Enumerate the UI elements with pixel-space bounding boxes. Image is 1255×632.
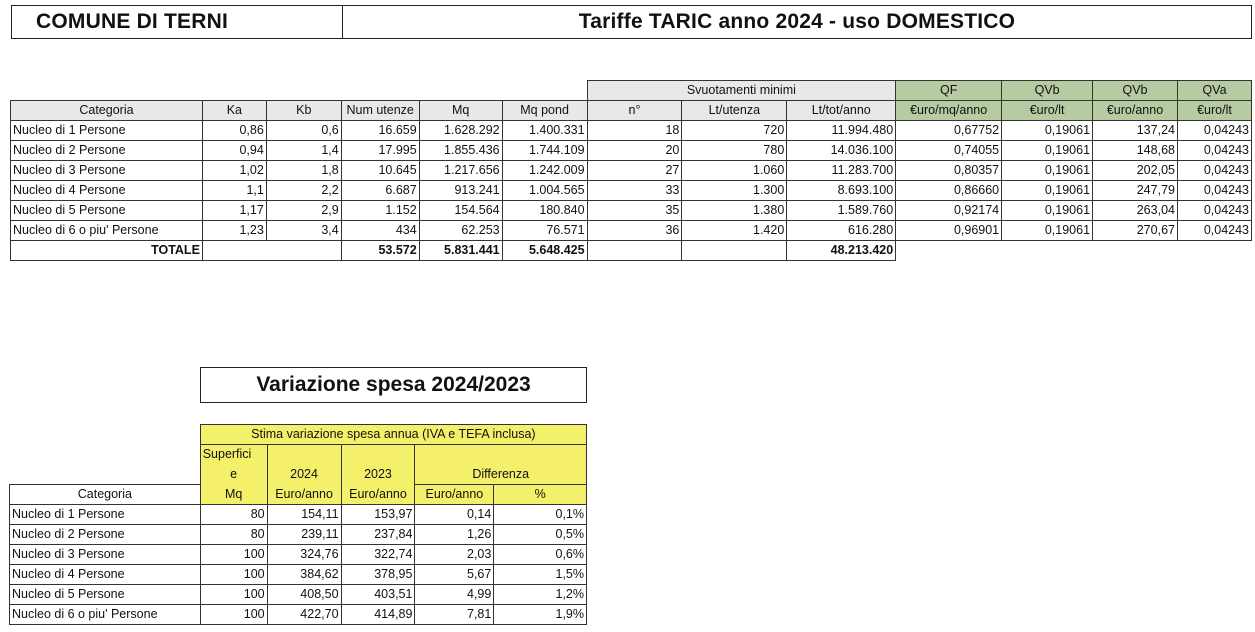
table-cell: 11.283.700	[787, 161, 896, 181]
qva-header: QVa	[1177, 81, 1251, 101]
tariffe-table	[10, 80, 1252, 261]
table-row	[10, 525, 587, 545]
variazione-body	[10, 505, 587, 625]
variazione-table	[9, 424, 587, 625]
table-cell: 1.380	[682, 201, 787, 221]
table-row	[11, 221, 1252, 241]
col-num-utenze: Num utenze	[341, 101, 419, 121]
table-cell: 913.241	[419, 181, 502, 201]
table-cell: 1,8	[266, 161, 341, 181]
table-cell: 14.036.100	[787, 141, 896, 161]
table-cell: 0,86	[202, 121, 266, 141]
table-cell: 10.645	[341, 161, 419, 181]
table-cell: 0,6	[266, 121, 341, 141]
tariffe-header-row-2	[11, 101, 1252, 121]
table-cell: 62.253	[419, 221, 502, 241]
superficie-header-1: Superfici	[200, 445, 267, 465]
table-cell: 100	[200, 605, 267, 625]
variazione-title: Variazione spesa 2024/2023	[256, 373, 531, 396]
tariffe-body	[11, 121, 1252, 241]
table-cell: 1.060	[682, 161, 787, 181]
table-row	[11, 141, 1252, 161]
row-categoria: Nucleo di 4 Persone	[11, 181, 203, 201]
col-qvb-lt-unit: €uro/lt	[1002, 101, 1093, 121]
variazione-header-row-3	[10, 465, 587, 485]
table-cell: 76.571	[502, 221, 587, 241]
table-cell: 378,95	[341, 565, 415, 585]
table-cell: 137,24	[1093, 121, 1178, 141]
row-categoria: Nucleo di 6 o piu' Persone	[10, 605, 201, 625]
table-cell: 0,5%	[494, 525, 587, 545]
table-cell: 1.300	[682, 181, 787, 201]
table-cell: 408,50	[267, 585, 341, 605]
table-cell: 5,67	[415, 565, 494, 585]
table-cell: 434	[341, 221, 419, 241]
col-ka: Ka	[202, 101, 266, 121]
table-cell: 6.687	[341, 181, 419, 201]
variazione-col-categoria: Categoria	[10, 485, 201, 505]
row-categoria: Nucleo di 4 Persone	[10, 565, 201, 585]
table-cell: 18	[587, 121, 682, 141]
tariffe-title-box	[342, 5, 1252, 39]
table-cell: 0,04243	[1177, 161, 1251, 181]
table-cell: 100	[200, 565, 267, 585]
table-cell: 154.564	[419, 201, 502, 221]
variazione-header-row-2	[10, 445, 587, 465]
table-cell: 720	[682, 121, 787, 141]
table-cell: 414,89	[341, 605, 415, 625]
table-cell: 27	[587, 161, 682, 181]
table-cell: 239,11	[267, 525, 341, 545]
qvb-anno-header: QVb	[1093, 81, 1178, 101]
table-cell: 0,1%	[494, 505, 587, 525]
col-qvb-anno-unit: €uro/anno	[1093, 101, 1178, 121]
table-cell: 1,9%	[494, 605, 587, 625]
table-cell: 80	[200, 505, 267, 525]
table-row	[11, 201, 1252, 221]
table-cell: 0,6%	[494, 545, 587, 565]
table-cell: 1.400.331	[502, 121, 587, 141]
table-row	[10, 545, 587, 565]
col-mq: Mq	[419, 101, 502, 121]
table-cell: 422,70	[267, 605, 341, 625]
differenza-header: Differenza	[415, 465, 587, 485]
table-cell: 1.589.760	[787, 201, 896, 221]
table-cell: 20	[587, 141, 682, 161]
svuotamenti-header: Svuotamenti minimi	[587, 81, 896, 101]
variazione-title-box	[200, 367, 587, 403]
table-cell: 154,11	[267, 505, 341, 525]
col-2024-unit: Euro/anno	[267, 485, 341, 505]
variazione-header-row-4	[10, 485, 587, 505]
row-categoria: Nucleo di 2 Persone	[10, 525, 201, 545]
table-cell: 1,26	[415, 525, 494, 545]
year-2023-header: 2023	[341, 465, 415, 485]
table-cell: 0,80357	[896, 161, 1002, 181]
totale-num-utenze: 53.572	[341, 241, 419, 261]
stima-header: Stima variazione spesa annua (IVA e TEFA inclusa)	[200, 425, 586, 445]
totale-mq: 5.831.441	[419, 241, 502, 261]
table-cell: 1,17	[202, 201, 266, 221]
row-categoria: Nucleo di 5 Persone	[10, 585, 201, 605]
qf-header: QF	[896, 81, 1002, 101]
table-cell: 0,19061	[1002, 181, 1093, 201]
row-categoria: Nucleo di 3 Persone	[11, 161, 203, 181]
table-cell: 2,03	[415, 545, 494, 565]
table-cell: 324,76	[267, 545, 341, 565]
row-categoria: Nucleo di 2 Persone	[11, 141, 203, 161]
tariffe-totale-row	[11, 241, 1252, 261]
table-cell: 1.242.009	[502, 161, 587, 181]
comune-title: COMUNE DI TERNI	[36, 10, 228, 33]
totale-lt-tot: 48.213.420	[787, 241, 896, 261]
table-cell: 80	[200, 525, 267, 545]
table-cell: 0,67752	[896, 121, 1002, 141]
table-cell: 36	[587, 221, 682, 241]
table-cell: 2,2	[266, 181, 341, 201]
table-cell: 16.659	[341, 121, 419, 141]
table-cell: 0,74055	[896, 141, 1002, 161]
table-cell: 1,23	[202, 221, 266, 241]
table-cell: 148,68	[1093, 141, 1178, 161]
table-cell: 11.994.480	[787, 121, 896, 141]
table-cell: 0,96901	[896, 221, 1002, 241]
table-row	[10, 605, 587, 625]
table-row	[11, 121, 1252, 141]
table-row	[10, 585, 587, 605]
col-kb: Kb	[266, 101, 341, 121]
table-cell: 4,99	[415, 585, 494, 605]
variazione-header-row-1	[10, 425, 587, 445]
table-row	[11, 181, 1252, 201]
table-cell: 1.855.436	[419, 141, 502, 161]
table-cell: 33	[587, 181, 682, 201]
table-cell: 322,74	[341, 545, 415, 565]
table-cell: 1,2%	[494, 585, 587, 605]
table-cell: 0,86660	[896, 181, 1002, 201]
table-cell: 1,02	[202, 161, 266, 181]
table-cell: 0,04243	[1177, 121, 1251, 141]
table-cell: 0,19061	[1002, 161, 1093, 181]
table-cell: 1.420	[682, 221, 787, 241]
table-cell: 1.004.565	[502, 181, 587, 201]
row-categoria: Nucleo di 6 o piu' Persone	[11, 221, 203, 241]
table-row	[10, 505, 587, 525]
table-cell: 1.217.656	[419, 161, 502, 181]
col-mq-pond: Mq pond	[502, 101, 587, 121]
col-lt-tot-anno: Lt/tot/anno	[787, 101, 896, 121]
table-cell: 0,19061	[1002, 221, 1093, 241]
table-row	[11, 161, 1252, 181]
totale-label: TOTALE	[11, 241, 203, 261]
tariffe-title: Tariffe TARIC anno 2024 - uso DOMESTICO	[578, 10, 1016, 33]
table-cell: 0,04243	[1177, 181, 1251, 201]
table-cell: 1,4	[266, 141, 341, 161]
table-cell: 0,94	[202, 141, 266, 161]
table-cell: 1.628.292	[419, 121, 502, 141]
table-cell: 780	[682, 141, 787, 161]
table-cell: 100	[200, 545, 267, 565]
col-n: n°	[587, 101, 682, 121]
table-cell: 0,04243	[1177, 201, 1251, 221]
totale-mq-pond: 5.648.425	[502, 241, 587, 261]
col-categoria: Categoria	[11, 101, 203, 121]
col-lt-utenza: Lt/utenza	[682, 101, 787, 121]
table-cell: 7,81	[415, 605, 494, 625]
table-cell: 17.995	[341, 141, 419, 161]
table-cell: 2,9	[266, 201, 341, 221]
superficie-header-3: Mq	[200, 485, 267, 505]
table-cell: 180.840	[502, 201, 587, 221]
col-qf-unit: €uro/mq/anno	[896, 101, 1002, 121]
table-cell: 0,19061	[1002, 141, 1093, 161]
table-cell: 270,67	[1093, 221, 1178, 241]
table-cell: 0,19061	[1002, 201, 1093, 221]
table-cell: 0,19061	[1002, 121, 1093, 141]
table-cell: 1.152	[341, 201, 419, 221]
col-qva-unit: €uro/lt	[1177, 101, 1251, 121]
table-cell: 153,97	[341, 505, 415, 525]
table-cell: 202,05	[1093, 161, 1178, 181]
table-cell: 403,51	[341, 585, 415, 605]
table-row	[10, 565, 587, 585]
row-categoria: Nucleo di 1 Persone	[11, 121, 203, 141]
table-cell: 263,04	[1093, 201, 1178, 221]
table-cell: 0,04243	[1177, 141, 1251, 161]
table-cell: 3,4	[266, 221, 341, 241]
table-cell: 1,5%	[494, 565, 587, 585]
table-cell: 35	[587, 201, 682, 221]
row-categoria: Nucleo di 1 Persone	[10, 505, 201, 525]
table-cell: 0,04243	[1177, 221, 1251, 241]
table-cell: 100	[200, 585, 267, 605]
year-2024-header: 2024	[267, 465, 341, 485]
row-categoria: Nucleo di 3 Persone	[10, 545, 201, 565]
table-cell: 247,79	[1093, 181, 1178, 201]
table-cell: 1,1	[202, 181, 266, 201]
table-cell: 8.693.100	[787, 181, 896, 201]
table-cell: 1.744.109	[502, 141, 587, 161]
qvb-lt-header: QVb	[1002, 81, 1093, 101]
table-cell: 237,84	[341, 525, 415, 545]
table-cell: 0,92174	[896, 201, 1002, 221]
tariffe-header-row-1	[11, 81, 1252, 101]
superficie-header-2: e	[200, 465, 267, 485]
col-diff-euro: Euro/anno	[415, 485, 494, 505]
table-cell: 384,62	[267, 565, 341, 585]
comune-title-box	[11, 5, 343, 39]
col-2023-unit: Euro/anno	[341, 485, 415, 505]
row-categoria: Nucleo di 5 Persone	[11, 201, 203, 221]
col-diff-pct: %	[494, 485, 587, 505]
table-cell: 0,14	[415, 505, 494, 525]
table-cell: 616.280	[787, 221, 896, 241]
